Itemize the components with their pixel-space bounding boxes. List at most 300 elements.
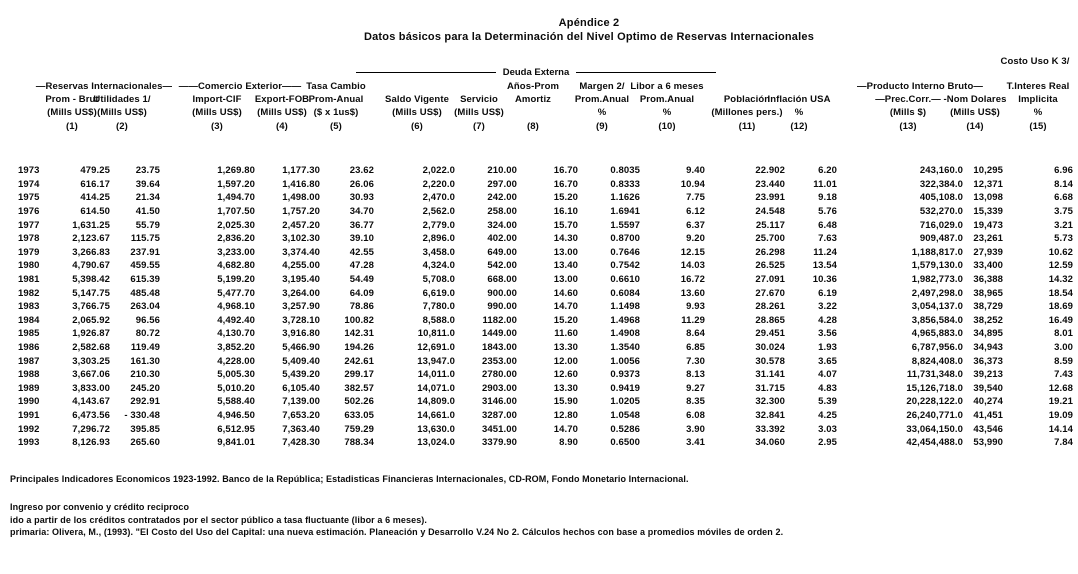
table-cell-col-10: 9.93 <box>686 301 705 313</box>
col-5-header-unit: ($ x 1us$) <box>313 107 359 118</box>
table-cell-col-4: 3,374.40 <box>282 246 320 258</box>
table-cell-col-14: 34,895 <box>973 328 1003 340</box>
table-cell-col-6: 14,661.0 <box>417 409 455 421</box>
table-cell-col-13: 1,579,130.0 <box>911 260 963 272</box>
col-6-header-number: (6) <box>411 121 423 132</box>
col-13-header-name: —Prec.Corr.— <box>875 94 941 105</box>
col-2-header-unit: (Mills US$) <box>97 107 147 118</box>
table-cell-col-6: 12,691.0 <box>417 342 455 354</box>
col-12-header-name: Inflación USA <box>767 94 831 105</box>
table-cell-col-2: 245.20 <box>130 382 160 394</box>
year-label: 1973 <box>18 165 40 177</box>
column-group-costo-uso-k: Costo Uso K 3/ <box>1000 56 1070 67</box>
table-cell-col-12: 4.83 <box>818 382 837 394</box>
table-cell-col-9: 0.9419 <box>610 382 640 394</box>
table-cell-col-12: 11.01 <box>813 178 837 190</box>
table-cell-col-15: 6.96 <box>1054 165 1073 177</box>
table-cell-col-13: 4,965,883.0 <box>911 328 963 340</box>
table-cell-col-4: 3,257.90 <box>282 301 320 313</box>
table-cell-col-14: 39,213 <box>973 369 1003 381</box>
col-1-header-number: (1) <box>66 121 78 132</box>
table-row-1993 <box>18 436 1073 450</box>
table-cell-col-1: 2,582.68 <box>72 342 110 354</box>
table-cell-col-9: 1.5597 <box>610 219 640 231</box>
table-cell-col-1: 3,766.75 <box>72 301 110 313</box>
footnote-3: primaria: Olivera, M., (1993). "El Costo del Uso del Capital: una nueva estimación. Planeación y Desarrollo V.24 No 2. Cálculos hechos con base a promedios móviles de orden 2. <box>10 527 784 537</box>
table-cell-col-7: 900.00 <box>487 287 517 299</box>
table-cell-col-14: 12,371 <box>973 178 1003 190</box>
year-label: 1988 <box>18 369 40 381</box>
year-label: 1992 <box>18 423 40 435</box>
table-cell-col-12: 10.36 <box>812 274 837 286</box>
table-cell-col-3: 5,010.20 <box>217 382 255 394</box>
table-cell-col-10: 6.08 <box>686 409 705 421</box>
table-cell-col-6: 2,779.0 <box>422 219 455 231</box>
table-cell-col-5: 42.55 <box>349 246 374 258</box>
table-cell-col-6: 13,630.0 <box>417 423 455 435</box>
deuda-rule-left <box>356 72 496 73</box>
table-cell-col-11: 28.261 <box>755 301 785 313</box>
col-7-header-name: Servicio <box>460 94 498 105</box>
table-cell-col-12: 6.20 <box>818 165 837 177</box>
table-cell-col-8: 13.00 <box>553 274 578 286</box>
table-cell-col-1: 414.25 <box>80 192 110 204</box>
table-cell-col-8: 8.90 <box>559 437 578 449</box>
table-cell-col-11: 27.091 <box>755 274 785 286</box>
table-cell-col-3: 6,512.95 <box>217 423 255 435</box>
table-row-1992 <box>18 422 1073 436</box>
table-cell-col-10: 13.60 <box>680 287 705 299</box>
deuda-rule-right <box>576 72 716 73</box>
col-15-header-top: T.Interes Real <box>1006 81 1070 92</box>
table-cell-col-10: 8.35 <box>686 396 705 408</box>
table-cell-col-13: 405,108.0 <box>919 192 963 204</box>
table-cell-col-9: 1.6941 <box>610 206 640 218</box>
col-15-header-name: Implicita <box>1018 94 1058 105</box>
table-cell-col-5: 194.26 <box>344 342 374 354</box>
table-cell-col-4: 3,916.80 <box>282 328 320 340</box>
table-cell-col-13: 243,160.0 <box>919 165 963 177</box>
col-3-header-name: Import-CIF <box>192 94 242 105</box>
col-15-header-unit: % <box>1033 107 1043 118</box>
col-14-header-name: -Nom Dolares <box>943 94 1007 105</box>
table-cell-col-4: 3,264.00 <box>282 287 320 299</box>
table-cell-col-15: 18.69 <box>1048 301 1073 313</box>
table-cell-col-11: 22.902 <box>755 165 785 177</box>
table-cell-col-13: 20,228,122.0 <box>906 396 963 408</box>
table-cell-col-15: 18.54 <box>1048 287 1073 299</box>
col-10-header-number: (10) <box>658 121 676 132</box>
table-cell-col-7: 242.00 <box>487 192 517 204</box>
table-cell-col-8: 12.80 <box>553 409 578 421</box>
table-cell-col-14: 27,939 <box>973 246 1003 258</box>
table-cell-col-14: 34,943 <box>973 342 1003 354</box>
table-cell-col-6: 6,619.0 <box>422 287 455 299</box>
table-row-1982 <box>18 286 1073 300</box>
table-cell-col-13: 322,384.0 <box>919 178 963 190</box>
col-3-header-unit: (Mills US$) <box>192 107 242 118</box>
table-cell-col-13: 2,497,298.0 <box>911 287 963 299</box>
table-cell-col-15: 7.84 <box>1054 437 1073 449</box>
col-14-header-unit: (Mills US$) <box>950 107 1000 118</box>
table-cell-col-15: 8.14 <box>1054 178 1073 190</box>
table-cell-col-6: 13,024.0 <box>417 437 455 449</box>
table-cell-col-6: 14,011.0 <box>417 369 455 381</box>
table-cell-col-11: 30.578 <box>755 355 785 367</box>
table-cell-col-12: 5.76 <box>818 206 837 218</box>
table-cell-col-3: 5,477.70 <box>217 287 255 299</box>
table-cell-col-9: 1.0205 <box>610 396 640 408</box>
col-5-header-name: Prom-Anual <box>308 94 364 105</box>
table-cell-col-12: 5.39 <box>818 396 837 408</box>
table-cell-col-14: 15,339 <box>973 206 1003 218</box>
col-13-header-unit: (Mills $) <box>889 107 927 118</box>
year-label: 1976 <box>18 206 40 218</box>
table-cell-col-7: 990.00 <box>487 301 517 313</box>
table-cell-col-14: 19,473 <box>973 219 1003 231</box>
table-cell-col-7: 2903.00 <box>481 382 517 394</box>
table-row-1981 <box>18 273 1073 287</box>
col-8-header-number: (8) <box>527 121 539 132</box>
table-cell-col-12: 2.95 <box>818 437 837 449</box>
table-row-1984 <box>18 314 1073 328</box>
table-cell-col-3: 1,597.20 <box>217 178 255 190</box>
table-cell-col-7: 3451.00 <box>481 423 517 435</box>
year-label: 1978 <box>18 233 40 245</box>
col-6-header-name: Saldo Vigente <box>385 94 449 105</box>
table-cell-col-8: 14.70 <box>553 301 578 313</box>
year-label: 1983 <box>18 301 40 313</box>
table-cell-col-6: 10,811.0 <box>417 328 455 340</box>
table-cell-col-13: 716,029.0 <box>919 219 963 231</box>
table-cell-col-15: 6.68 <box>1054 192 1073 204</box>
table-cell-col-13: 6,787,956.0 <box>911 342 963 354</box>
table-cell-col-8: 13.00 <box>553 246 578 258</box>
table-cell-col-5: 23.62 <box>349 165 374 177</box>
table-cell-col-15: 16.49 <box>1048 314 1073 326</box>
table-cell-col-2: 615.39 <box>130 274 160 286</box>
table-cell-col-12: 4.25 <box>818 409 837 421</box>
table-cell-col-4: 3,728.10 <box>282 314 320 326</box>
table-cell-col-13: 3,856,584.0 <box>911 314 963 326</box>
table-cell-col-9: 1.1498 <box>610 301 640 313</box>
table-cell-col-12: 1.93 <box>818 342 837 354</box>
table-cell-col-5: 47.28 <box>349 260 374 272</box>
year-label: 1974 <box>18 178 40 190</box>
table-cell-col-3: 4,968.10 <box>217 301 255 313</box>
table-cell-col-3: 4,946.50 <box>217 409 255 421</box>
table-cell-col-5: 26.06 <box>349 178 374 190</box>
table-cell-col-1: 614.50 <box>80 206 110 218</box>
table-cell-col-15: 12.68 <box>1048 382 1073 394</box>
table-cell-col-2: 265.60 <box>130 437 160 449</box>
table-cell-col-9: 0.6610 <box>610 274 640 286</box>
table-cell-col-12: 13.54 <box>812 260 837 272</box>
table-cell-col-11: 28.865 <box>755 314 785 326</box>
table-cell-col-15: 12.59 <box>1048 260 1073 272</box>
year-label: 1975 <box>18 192 40 204</box>
table-cell-col-8: 16.70 <box>553 165 578 177</box>
table-cell-col-2: 41.50 <box>135 206 160 218</box>
table-cell-col-4: 5,409.40 <box>282 355 320 367</box>
table-cell-col-1: 5,147.75 <box>72 287 110 299</box>
table-cell-col-7: 3379.90 <box>481 437 517 449</box>
table-cell-col-7: 297.00 <box>487 178 517 190</box>
table-cell-col-11: 31.715 <box>755 382 785 394</box>
table-cell-col-13: 3,054,137.0 <box>911 301 963 313</box>
table-cell-col-9: 0.5286 <box>610 423 640 435</box>
table-cell-col-15: 10.62 <box>1048 246 1073 258</box>
table-cell-col-1: 3,266.83 <box>72 246 110 258</box>
table-cell-col-13: 15,126,718.0 <box>906 382 963 394</box>
table-cell-col-4: 5,466.90 <box>282 342 320 354</box>
table-cell-col-14: 43,546 <box>973 423 1003 435</box>
table-row-1975 <box>18 191 1073 205</box>
table-row-1980 <box>18 259 1073 273</box>
table-cell-col-6: 2,896.0 <box>422 233 455 245</box>
table-cell-col-1: 4,790.67 <box>72 260 110 272</box>
table-cell-col-1: 7,296.72 <box>72 423 110 435</box>
table-row-1987 <box>18 354 1073 368</box>
table-cell-col-7: 210.00 <box>487 165 517 177</box>
table-cell-col-12: 3.65 <box>818 355 837 367</box>
table-cell-col-8: 15.20 <box>553 192 578 204</box>
table-cell-col-10: 8.64 <box>686 328 705 340</box>
table-cell-col-1: 3,667.06 <box>72 369 110 381</box>
col-1-header-unit: (Mills US$) <box>47 107 97 118</box>
title-line-2: Datos básicos para la Determinación del Nivel Optimo de Reservas Internacionales <box>363 31 815 43</box>
col-9-header-unit: % <box>597 107 607 118</box>
table-cell-col-9: 0.7646 <box>610 246 640 258</box>
table-cell-col-5: 633.05 <box>344 409 374 421</box>
table-cell-col-9: 0.6500 <box>610 437 640 449</box>
table-cell-col-9: 1.0056 <box>610 355 640 367</box>
table-cell-col-4: 3,195.40 <box>282 274 320 286</box>
table-cell-col-9: 1.4908 <box>610 328 640 340</box>
table-cell-col-10: 14.03 <box>680 260 705 272</box>
table-cell-col-7: 2353.00 <box>481 355 517 367</box>
table-cell-col-8: 14.60 <box>553 287 578 299</box>
table-cell-col-14: 39,540 <box>973 382 1003 394</box>
table-cell-col-2: 96.56 <box>135 314 160 326</box>
col-8-header-top: Años-Prom <box>506 81 560 92</box>
table-row-1978 <box>18 232 1073 246</box>
table-cell-col-12: 3.03 <box>818 423 837 435</box>
table-cell-col-11: 24.548 <box>755 206 785 218</box>
table-cell-col-2: - 330.48 <box>124 409 160 421</box>
table-cell-col-4: 1,416.80 <box>282 178 320 190</box>
table-cell-col-4: 1,177.30 <box>282 165 320 177</box>
table-cell-col-10: 9.20 <box>686 233 705 245</box>
year-label: 1979 <box>18 246 40 258</box>
table-cell-col-4: 2,457.20 <box>282 219 320 231</box>
table-cell-col-1: 3,303.25 <box>72 355 110 367</box>
table-cell-col-3: 4,492.40 <box>217 314 255 326</box>
table-cell-col-6: 8,588.0 <box>422 314 455 326</box>
table-cell-col-10: 8.13 <box>686 369 705 381</box>
table-cell-col-5: 54.49 <box>349 274 374 286</box>
table-cell-col-1: 479.25 <box>80 165 110 177</box>
table-cell-col-5: 502.26 <box>344 396 374 408</box>
table-cell-col-6: 13,947.0 <box>417 355 455 367</box>
table-cell-col-11: 34.060 <box>755 437 785 449</box>
col-2-header-name: Utilidades 1/ <box>93 94 151 105</box>
table-cell-col-13: 532,270.0 <box>919 206 963 218</box>
col-5-header-number: (5) <box>330 121 342 132</box>
table-cell-col-11: 30.024 <box>755 342 785 354</box>
table-cell-col-14: 41,451 <box>973 409 1003 421</box>
table-cell-col-14: 38,965 <box>973 287 1003 299</box>
table-cell-col-11: 32.300 <box>755 396 785 408</box>
year-label: 1986 <box>18 342 40 354</box>
table-cell-col-8: 13.30 <box>553 342 578 354</box>
table-cell-col-7: 1449.00 <box>481 328 517 340</box>
table-cell-col-15: 8.59 <box>1054 355 1073 367</box>
table-cell-col-12: 7.63 <box>818 233 837 245</box>
col-4-header-name: Export-FOB <box>254 94 310 105</box>
col-10-header-top: Libor a 6 meses <box>630 81 704 92</box>
table-cell-col-3: 1,494.70 <box>217 192 255 204</box>
table-cell-col-5: 64.09 <box>349 287 374 299</box>
table-cell-col-11: 32.841 <box>755 409 785 421</box>
table-cell-col-7: 1182.00 <box>482 314 517 326</box>
table-cell-col-4: 1,498.00 <box>282 192 320 204</box>
col-5-header-top: Tasa Cambio <box>306 81 366 92</box>
table-cell-col-13: 1,188,817.0 <box>911 246 963 258</box>
col-10-header-name: Prom.Anual <box>639 94 695 105</box>
table-row-1989 <box>18 382 1073 396</box>
table-cell-col-6: 7,780.0 <box>422 301 455 313</box>
table-cell-col-2: 395.85 <box>130 423 160 435</box>
table-cell-col-6: 4,324.0 <box>422 260 455 272</box>
table-cell-col-15: 5.73 <box>1054 233 1073 245</box>
table-cell-col-9: 1.4968 <box>610 314 640 326</box>
table-cell-col-8: 13.30 <box>553 382 578 394</box>
table-row-1991 <box>18 409 1073 423</box>
table-cell-col-8: 12.00 <box>553 355 578 367</box>
table-cell-col-12: 4.07 <box>818 369 837 381</box>
table-cell-col-8: 13.40 <box>553 260 578 272</box>
table-cell-col-11: 26.298 <box>755 246 785 258</box>
table-row-1983 <box>18 300 1073 314</box>
table-cell-col-10: 11.29 <box>681 314 705 326</box>
table-cell-col-8: 12.60 <box>553 369 578 381</box>
table-cell-col-2: 237.91 <box>130 246 160 258</box>
col-8-header-name: Amortiz <box>514 94 552 105</box>
table-cell-col-2: 485.48 <box>130 287 160 299</box>
table-cell-col-1: 2,065.92 <box>72 314 110 326</box>
footnote-source: Principales Indicadores Economicos 1923-1992. Banco de la República; Estadisticas Financieras Internacionales, CD-ROM, Fondo Monetario Internacional. <box>10 474 689 484</box>
table-cell-col-6: 2,220.0 <box>422 178 455 190</box>
col-6-header-unit: (Mills US$) <box>392 107 442 118</box>
table-cell-col-3: 9,841.01 <box>217 437 255 449</box>
table-cell-col-5: 100.82 <box>344 314 374 326</box>
table-cell-col-14: 36,373 <box>973 355 1003 367</box>
table-cell-col-10: 9.40 <box>686 165 705 177</box>
table-cell-col-4: 1,757.20 <box>282 206 320 218</box>
table-cell-col-7: 324.00 <box>487 219 517 231</box>
table-cell-col-13: 26,240,771.0 <box>906 409 963 421</box>
table-cell-col-6: 3,458.0 <box>422 246 455 258</box>
table-cell-col-1: 4,143.67 <box>72 396 110 408</box>
table-cell-col-2: 55.79 <box>135 219 160 231</box>
table-cell-col-7: 402.00 <box>487 233 517 245</box>
col-13-header-number: (13) <box>899 121 917 132</box>
page-title <box>100 16 1078 44</box>
table-cell-col-4: 6,105.40 <box>282 382 320 394</box>
col-10-header-unit: % <box>662 107 672 118</box>
table-cell-col-1: 5,398.42 <box>72 274 110 286</box>
col-12-header-number: (12) <box>790 121 808 132</box>
table-cell-col-3: 2,836.20 <box>217 233 255 245</box>
table-cell-col-13: 42,454,488.0 <box>906 437 963 449</box>
table-cell-col-7: 3287.00 <box>481 409 517 421</box>
table-cell-col-4: 7,363.40 <box>282 423 320 435</box>
year-label: 1977 <box>18 219 40 231</box>
table-cell-col-5: 242.61 <box>344 355 374 367</box>
table-cell-col-10: 9.27 <box>686 382 705 394</box>
table-cell-col-3: 2,025.30 <box>217 219 255 231</box>
table-cell-col-10: 12.15 <box>680 246 705 258</box>
table-cell-col-4: 7,139.00 <box>282 396 320 408</box>
table-cell-col-7: 649.00 <box>487 246 517 258</box>
col-1-header-name: Prom - Brut <box>45 94 99 105</box>
table-cell-col-15: 7.43 <box>1054 369 1073 381</box>
table-cell-col-1: 3,833.00 <box>72 382 110 394</box>
table-cell-col-13: 909,487.0 <box>919 233 963 245</box>
table-cell-col-3: 3,233.00 <box>217 246 255 258</box>
table-cell-col-7: 668.00 <box>487 274 517 286</box>
table-cell-col-12: 3.56 <box>818 328 837 340</box>
table-cell-col-9: 0.8333 <box>610 178 640 190</box>
year-label: 1993 <box>18 437 40 449</box>
title-line-1: Apéndice 2 <box>558 17 620 29</box>
table-cell-col-3: 3,852.20 <box>217 342 255 354</box>
table-cell-col-10: 6.85 <box>686 342 705 354</box>
col-11-header-unit: (Millones pers.) <box>711 107 783 118</box>
table-row-1985 <box>18 327 1073 341</box>
col-2-header-number: (2) <box>116 121 128 132</box>
table-cell-col-14: 13,098 <box>973 192 1003 204</box>
table-cell-col-13: 1,982,773.0 <box>911 274 963 286</box>
table-cell-col-10: 7.30 <box>686 355 705 367</box>
table-cell-col-5: 759.29 <box>344 423 374 435</box>
table-cell-col-3: 1,707.50 <box>217 206 255 218</box>
table-cell-col-3: 5,005.30 <box>217 369 255 381</box>
year-label: 1987 <box>18 355 40 367</box>
table-cell-col-14: 40,274 <box>973 396 1003 408</box>
table-cell-col-5: 36.77 <box>349 219 374 231</box>
table-cell-col-8: 15.70 <box>553 219 578 231</box>
year-label: 1981 <box>18 274 40 286</box>
table-cell-col-14: 36,388 <box>973 274 1003 286</box>
table-cell-col-11: 25.117 <box>755 219 785 231</box>
table-cell-col-7: 3146.00 <box>481 396 517 408</box>
table-cell-col-6: 5,708.0 <box>422 274 455 286</box>
table-cell-col-5: 382.57 <box>344 382 374 394</box>
table-cell-col-6: 14,809.0 <box>417 396 455 408</box>
table-cell-col-5: 34.70 <box>349 206 374 218</box>
table-cell-col-10: 6.12 <box>686 206 705 218</box>
table-cell-col-5: 78.86 <box>349 301 374 313</box>
table-cell-col-9: 0.6084 <box>610 287 640 299</box>
year-label: 1990 <box>18 396 40 408</box>
col-12-header-unit: % <box>794 107 804 118</box>
year-label: 1985 <box>18 328 40 340</box>
table-cell-col-8: 11.60 <box>554 328 578 340</box>
table-cell-col-6: 2,022.0 <box>422 165 455 177</box>
table-cell-col-7: 2780.00 <box>481 369 517 381</box>
